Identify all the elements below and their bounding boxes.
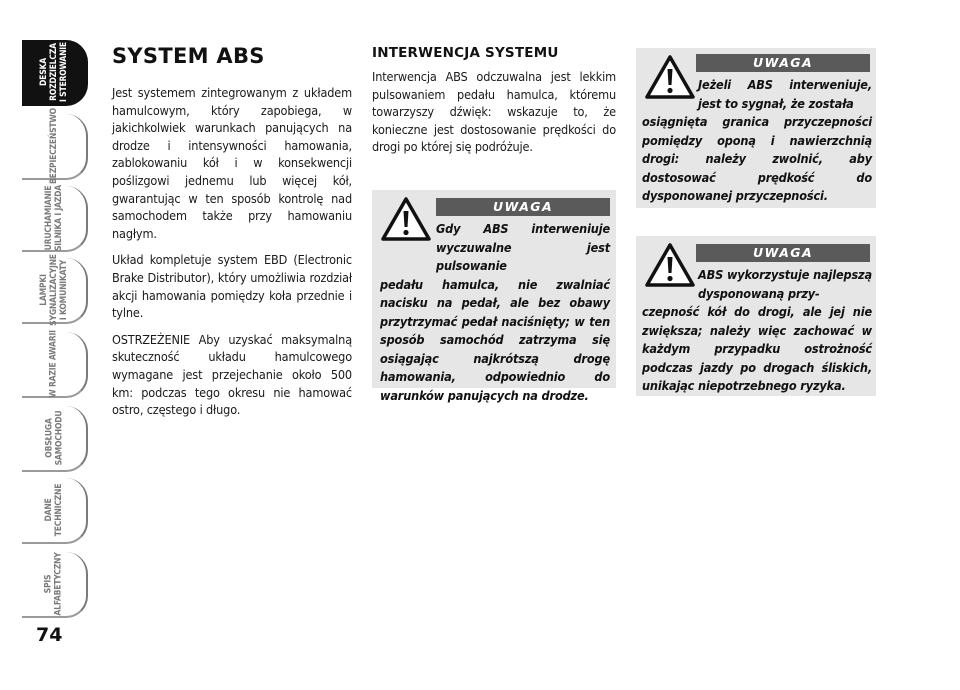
warning-lead: Jeżeli ABS interweniuje, jest to sygnał, że została bbox=[698, 77, 872, 111]
tab-label: URUCHAMIANIE SILNIKA I JAZDA bbox=[44, 184, 64, 252]
tab-obsluga[interactable] bbox=[22, 406, 88, 472]
tab-deska-rozdzielcza[interactable] bbox=[22, 40, 88, 106]
tab-label: DANE TECHNICZNE bbox=[43, 483, 64, 537]
section-body bbox=[112, 84, 352, 419]
section-title: SYSTEM ABS bbox=[112, 44, 265, 68]
section-title: INTERWENCJA SYSTEMU bbox=[372, 45, 559, 61]
tab-w-razie-awarii[interactable] bbox=[22, 332, 88, 398]
tab-bezpieczenstwo[interactable] bbox=[22, 108, 88, 184]
tab-label: OBSŁUGA SAMOCHODU bbox=[44, 410, 64, 466]
tab-lampki[interactable] bbox=[22, 254, 88, 326]
warning-text bbox=[642, 76, 872, 206]
warning-text bbox=[380, 220, 610, 405]
tab-uruchamianie[interactable] bbox=[22, 186, 88, 252]
paragraph: Interwencja ABS odczuwalna jest lekkim pulsowaniem pedału hamulca, któremu towarzyszy dźwięk: wskazuje to, że konieczne jest dostosowanie prędkości do drogi po której się podróżuje. bbox=[372, 69, 616, 155]
tab-dane-techniczne[interactable] bbox=[22, 478, 88, 544]
tab-label: DESKA ROZDZIELCZA I STEROWANIE bbox=[38, 42, 69, 102]
warning-heading: UWAGA bbox=[696, 54, 870, 72]
tab-label: BEZPIECZEŃSTWO bbox=[49, 108, 60, 184]
warning-lead: ABS wykorzystuje najlepszą dysponowaną przy- bbox=[698, 267, 872, 301]
paragraph: OSTRZEŻENIE Aby uzyskać maksymalną skuteczność układu hamulcowego wymagane jest przejechanie około 500 km: podczas tego okresu nie hamować ostro, częstego i długo. bbox=[112, 331, 352, 418]
tab-label: SPIS ALFABETYCZNY bbox=[44, 552, 64, 616]
warning-rest: czepność kół do drogi, ale jej nie zwiększa; należy więc zachować w każdym przypadku ostrożność podczas jazdy po drogach śliskich, unikając niepotrzebnego ryzyka. bbox=[642, 304, 872, 393]
warning-rest: pedału hamulca, nie zwalniać nacisku na pedał, ale bez obawy przytrzymać pedał naciśnięty; w ten sposób samochód zatrzyma się osiągając najkrótszą drogę hamowania, odpowiednio do warunków panujących na drodze. bbox=[380, 276, 610, 403]
paragraph: Jest systemem zintegrowanym z układem hamulcowym, który zapobiega, w jakichkolwiek warunkach panujących na drodze i intensywności hamowania, zablokowaniu kół i w konsekwencji poślizgowi jednemu lub więcej kół, gwarantując w ten sposób kontrolę nad samochodem także przy hamowaniu nagłym. bbox=[112, 85, 352, 241]
section-body bbox=[372, 68, 616, 156]
tab-label: LAMPKI SYGNALIZACYJNE I KOMUNIKATY bbox=[39, 254, 70, 326]
paragraph: Układ kompletuje system EBD (Electronic Brake Distributor), który umożliwia rozdział akcji hamowania pomiędzy koła przednie i tylne. bbox=[112, 252, 352, 321]
tab-label: W RAZIE AWARII bbox=[49, 330, 59, 398]
warning-heading: UWAGA bbox=[696, 244, 870, 262]
warning-box bbox=[636, 236, 876, 396]
section-interwencja bbox=[372, 45, 616, 165]
section-system-abs bbox=[112, 44, 352, 428]
warning-heading: UWAGA bbox=[436, 198, 610, 216]
page-number: 74 bbox=[36, 624, 63, 646]
warning-lead: Gdy ABS interweniuje wyczuwalne jest pulsowanie bbox=[436, 221, 610, 273]
warning-box bbox=[636, 48, 876, 208]
warning-text bbox=[642, 266, 872, 396]
warning-rest: osiągnięta granica przyczepności pomiędzy oponą i nawierzchnią drogi: należy zwolnić, aby dostosować prędkość do dysponowanej przyczepności. bbox=[642, 114, 872, 203]
tab-spis-alfabetyczny[interactable] bbox=[22, 552, 88, 618]
warning-box bbox=[372, 190, 616, 403]
